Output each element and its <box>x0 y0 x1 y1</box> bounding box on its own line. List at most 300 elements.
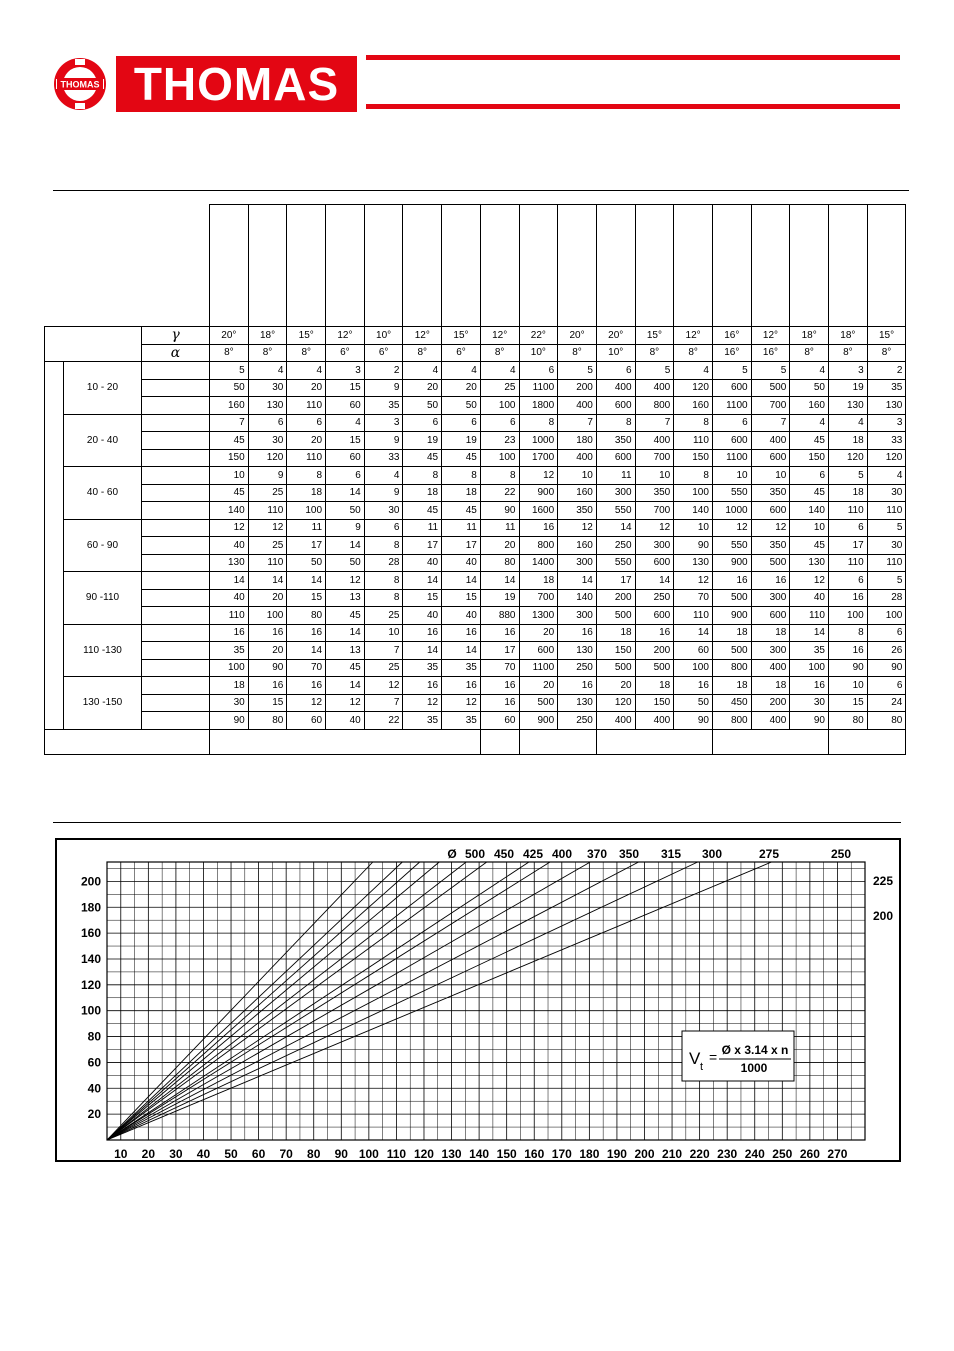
table-row <box>45 519 906 537</box>
alpha-angle: 16° <box>712 344 751 362</box>
value-cell: 700 <box>751 397 790 415</box>
value-cell: 60 <box>480 712 519 730</box>
value-cell: 400 <box>751 659 790 677</box>
value-cell: 10 <box>210 467 249 485</box>
value-cell: 250 <box>635 589 674 607</box>
value-cell: 700 <box>635 449 674 467</box>
diameter-label: 300 <box>701 847 723 861</box>
value-cell: 12 <box>751 519 790 537</box>
value-cell: 100 <box>674 659 713 677</box>
alpha-angle: 8° <box>210 344 249 362</box>
value-cell: 10 <box>790 519 829 537</box>
value-cell: 28 <box>364 554 403 572</box>
value-cell: 160 <box>674 397 713 415</box>
diameter-label: 350 <box>618 847 640 861</box>
diameter-label-right: 200 <box>873 909 894 923</box>
value-cell: 70 <box>480 659 519 677</box>
diameter-label: 275 <box>758 847 780 861</box>
x-tick-label: 260 <box>799 1147 820 1160</box>
x-tick-label: 190 <box>606 1147 627 1160</box>
value-cell: 14 <box>403 642 442 660</box>
value-cell: 45 <box>403 449 442 467</box>
value-cell: 35 <box>442 712 481 730</box>
value-cell: 7 <box>364 694 403 712</box>
value-cell: 16 <box>712 572 751 590</box>
value-cell: 6 <box>829 572 868 590</box>
diameter-label-right: 225 <box>873 874 894 888</box>
value-cell: 500 <box>596 607 635 625</box>
value-cell: 8 <box>519 414 558 432</box>
value-cell: 550 <box>596 554 635 572</box>
x-tick-label: 250 <box>772 1147 793 1160</box>
x-tick-label: 170 <box>551 1147 572 1160</box>
value-cell: 25 <box>480 379 519 397</box>
x-tick-label: 100 <box>358 1147 379 1160</box>
x-tick-label: 160 <box>524 1147 545 1160</box>
value-cell: 550 <box>596 502 635 520</box>
value-cell: 130 <box>867 397 906 415</box>
gamma-angle: 18° <box>248 327 287 345</box>
value-cell: 6 <box>712 414 751 432</box>
value-cell: 160 <box>790 397 829 415</box>
value-cell: 16 <box>829 589 868 607</box>
table-row <box>45 554 906 572</box>
value-cell: 15 <box>829 694 868 712</box>
thickness-range: 110 -130 <box>64 624 142 677</box>
table-row <box>45 589 906 607</box>
value-cell: 14 <box>480 572 519 590</box>
table-row <box>45 694 906 712</box>
table-row <box>45 362 906 380</box>
value-cell: 18 <box>751 624 790 642</box>
value-cell: 300 <box>596 484 635 502</box>
table-row <box>45 484 906 502</box>
value-cell: 16 <box>442 677 481 695</box>
value-cell: 5 <box>751 362 790 380</box>
value-cell: 130 <box>674 554 713 572</box>
value-cell: 26 <box>867 642 906 660</box>
value-cell: 350 <box>635 484 674 502</box>
value-cell: 200 <box>558 379 597 397</box>
value-cell: 110 <box>829 502 868 520</box>
value-cell: 10 <box>635 467 674 485</box>
value-cell: 8 <box>364 589 403 607</box>
value-cell: 16 <box>480 677 519 695</box>
value-cell: 110 <box>674 607 713 625</box>
value-cell: 12 <box>326 572 365 590</box>
diameter-line <box>107 862 698 1140</box>
x-tick-label: 180 <box>579 1147 600 1160</box>
value-cell: 16 <box>674 677 713 695</box>
value-cell: 160 <box>558 484 597 502</box>
value-cell: 16 <box>558 677 597 695</box>
table-row <box>45 449 906 467</box>
value-cell: 90 <box>480 502 519 520</box>
value-cell: 600 <box>712 379 751 397</box>
table-row <box>45 432 906 450</box>
gamma-angle: 10° <box>364 327 403 345</box>
value-cell: 10 <box>364 624 403 642</box>
row-label-cell <box>142 397 210 415</box>
value-cell: 4 <box>248 362 287 380</box>
value-cell: 12 <box>248 519 287 537</box>
value-cell: 50 <box>326 502 365 520</box>
value-cell: 5 <box>867 572 906 590</box>
gamma-angle: 18° <box>829 327 868 345</box>
value-cell: 140 <box>790 502 829 520</box>
alpha-angle: 16° <box>751 344 790 362</box>
value-cell: 110 <box>210 607 249 625</box>
row-label-cell <box>142 624 210 642</box>
gamma-angle: 16° <box>712 327 751 345</box>
value-cell: 400 <box>751 712 790 730</box>
value-cell: 600 <box>751 449 790 467</box>
footer-label-cell <box>45 729 210 754</box>
footer-cell <box>829 729 906 754</box>
gamma-symbol: γ <box>142 327 210 345</box>
value-cell: 8 <box>674 414 713 432</box>
header-cell <box>287 205 326 327</box>
diameter-line <box>107 862 402 1140</box>
value-cell: 30 <box>790 694 829 712</box>
thomas-gear-logo-icon <box>53 56 107 112</box>
row-label-cell <box>142 659 210 677</box>
gamma-angle: 12° <box>480 327 519 345</box>
header-cell <box>829 205 868 327</box>
y-tick-label: 160 <box>80 926 101 941</box>
value-cell: 19 <box>829 379 868 397</box>
value-cell: 2 <box>867 362 906 380</box>
value-cell: 400 <box>558 397 597 415</box>
value-cell: 200 <box>751 694 790 712</box>
x-tick-label: 140 <box>469 1147 490 1160</box>
x-tick-label: 130 <box>441 1147 462 1160</box>
diameter-line <box>107 862 373 1140</box>
value-cell: 6 <box>480 414 519 432</box>
value-cell: 40 <box>210 537 249 555</box>
value-cell: 200 <box>635 642 674 660</box>
thickness-range: 60 - 90 <box>64 519 142 572</box>
value-cell: 10 <box>751 467 790 485</box>
value-cell: 6 <box>829 519 868 537</box>
table-footer-row <box>45 729 906 754</box>
value-cell: 1000 <box>712 502 751 520</box>
gamma-angle: 20° <box>558 327 597 345</box>
table-row <box>45 502 906 520</box>
value-cell: 150 <box>635 694 674 712</box>
value-cell: 300 <box>751 589 790 607</box>
value-cell: 22 <box>480 484 519 502</box>
footer-cell <box>596 729 712 754</box>
table-row <box>45 659 906 677</box>
value-cell: 11 <box>480 519 519 537</box>
value-cell: 12 <box>790 572 829 590</box>
value-cell: 2 <box>364 362 403 380</box>
value-cell: 45 <box>790 432 829 450</box>
header-cell <box>248 205 287 327</box>
value-cell: 130 <box>248 397 287 415</box>
value-cell: 14 <box>326 537 365 555</box>
formula-denominator: 1000 <box>740 1061 768 1075</box>
thickness-range: 40 - 60 <box>64 467 142 520</box>
gamma-angle: 20° <box>210 327 249 345</box>
value-cell: 3 <box>829 362 868 380</box>
row-label-cell <box>142 379 210 397</box>
value-cell: 4 <box>287 362 326 380</box>
value-cell: 16 <box>403 677 442 695</box>
value-cell: 33 <box>364 449 403 467</box>
diameter-line <box>107 862 466 1140</box>
value-cell: 110 <box>790 607 829 625</box>
value-cell: 100 <box>210 659 249 677</box>
header-cell <box>480 205 519 327</box>
value-cell: 800 <box>519 537 558 555</box>
value-cell: 20 <box>480 537 519 555</box>
header-cell <box>712 205 751 327</box>
value-cell: 50 <box>287 554 326 572</box>
header-cell <box>867 205 906 327</box>
value-cell: 17 <box>287 537 326 555</box>
value-cell: 6 <box>364 519 403 537</box>
value-cell: 6 <box>867 624 906 642</box>
value-cell: 900 <box>519 712 558 730</box>
value-cell: 20 <box>519 624 558 642</box>
value-cell: 120 <box>829 449 868 467</box>
alpha-angle: 8° <box>403 344 442 362</box>
value-cell: 12 <box>712 519 751 537</box>
value-cell: 17 <box>480 642 519 660</box>
value-cell: 1100 <box>519 379 558 397</box>
value-cell: 40 <box>403 554 442 572</box>
value-cell: 900 <box>519 484 558 502</box>
value-cell: 500 <box>712 642 751 660</box>
x-tick-label: 40 <box>196 1147 211 1160</box>
value-cell: 5 <box>635 362 674 380</box>
value-cell: 16 <box>210 624 249 642</box>
value-cell: 100 <box>867 607 906 625</box>
value-cell: 18 <box>403 484 442 502</box>
value-cell: 900 <box>712 554 751 572</box>
value-cell: 10 <box>829 677 868 695</box>
value-cell: 7 <box>635 414 674 432</box>
value-cell: 8 <box>480 467 519 485</box>
cutting-speed-chart <box>57 840 899 1160</box>
gamma-angle: 20° <box>596 327 635 345</box>
value-cell: 250 <box>596 537 635 555</box>
value-cell: 110 <box>287 449 326 467</box>
value-cell: 35 <box>364 397 403 415</box>
value-cell: 400 <box>558 449 597 467</box>
thickness-range: 10 - 20 <box>64 362 142 415</box>
value-cell: 110 <box>829 554 868 572</box>
alpha-angle: 6° <box>442 344 481 362</box>
alpha-angle: 8° <box>558 344 597 362</box>
x-tick-label: 80 <box>307 1147 321 1160</box>
value-cell: 4 <box>403 362 442 380</box>
divider-top <box>53 190 909 191</box>
value-cell: 30 <box>867 484 906 502</box>
value-cell: 28 <box>867 589 906 607</box>
value-cell: 3 <box>867 414 906 432</box>
value-cell: 11 <box>287 519 326 537</box>
value-cell: 4 <box>790 414 829 432</box>
value-cell: 20 <box>248 642 287 660</box>
value-cell: 16 <box>790 677 829 695</box>
table-row <box>45 467 906 485</box>
value-cell: 400 <box>635 712 674 730</box>
value-cell: 110 <box>674 432 713 450</box>
alpha-angle: 8° <box>635 344 674 362</box>
y-tick-label: 180 <box>80 900 101 915</box>
value-cell: 20 <box>248 589 287 607</box>
value-cell: 60 <box>287 712 326 730</box>
value-cell: 100 <box>829 607 868 625</box>
x-tick-label: 20 <box>141 1147 156 1160</box>
value-cell: 80 <box>867 712 906 730</box>
value-cell: 700 <box>635 502 674 520</box>
y-tick-label: 120 <box>80 977 101 992</box>
value-cell: 11 <box>403 519 442 537</box>
value-cell: 15 <box>326 379 365 397</box>
value-cell: 10 <box>712 467 751 485</box>
value-cell: 12 <box>403 694 442 712</box>
value-cell: 14 <box>326 484 365 502</box>
gamma-angle: 15° <box>867 327 906 345</box>
alpha-angle: 10° <box>596 344 635 362</box>
value-cell: 60 <box>674 642 713 660</box>
value-cell: 400 <box>751 432 790 450</box>
value-cell: 70 <box>287 659 326 677</box>
value-cell: 16 <box>248 677 287 695</box>
value-cell: 9 <box>364 484 403 502</box>
value-cell: 500 <box>596 659 635 677</box>
value-cell: 130 <box>829 397 868 415</box>
diameter-label: 450 <box>493 847 515 861</box>
value-cell: 90 <box>790 712 829 730</box>
value-cell: 14 <box>210 572 249 590</box>
value-cell: 450 <box>712 694 751 712</box>
value-cell: 1400 <box>519 554 558 572</box>
value-cell: 400 <box>635 379 674 397</box>
value-cell: 22 <box>364 712 403 730</box>
value-cell: 8 <box>829 624 868 642</box>
value-cell: 14 <box>287 572 326 590</box>
value-cell: 120 <box>248 449 287 467</box>
value-cell: 250 <box>558 712 597 730</box>
gamma-angle: 15° <box>287 327 326 345</box>
value-cell: 6 <box>519 362 558 380</box>
value-cell: 16 <box>558 624 597 642</box>
y-tick-label: 40 <box>87 1081 101 1096</box>
value-cell: 1100 <box>712 449 751 467</box>
diameter-label: 500 <box>464 847 486 861</box>
value-cell: 880 <box>480 607 519 625</box>
value-cell: 110 <box>867 554 906 572</box>
value-cell: 180 <box>558 432 597 450</box>
row-label-cell <box>142 607 210 625</box>
value-cell: 20 <box>403 379 442 397</box>
value-cell: 16 <box>442 624 481 642</box>
value-cell: 20 <box>287 379 326 397</box>
value-cell: 8 <box>442 467 481 485</box>
header-cell <box>519 205 558 327</box>
value-cell: 900 <box>712 607 751 625</box>
value-cell: 8 <box>364 572 403 590</box>
value-cell: 400 <box>596 712 635 730</box>
value-cell: 70 <box>674 589 713 607</box>
alpha-angle: 10° <box>519 344 558 362</box>
value-cell: 110 <box>867 502 906 520</box>
table-row <box>45 414 906 432</box>
value-cell: 14 <box>635 572 674 590</box>
gamma-angle: 12° <box>751 327 790 345</box>
value-cell: 6 <box>442 414 481 432</box>
value-cell: 550 <box>712 537 751 555</box>
gamma-row <box>45 327 906 345</box>
table-row <box>45 712 906 730</box>
header-cell <box>326 205 365 327</box>
value-cell: 50 <box>790 379 829 397</box>
logo-badge-text: THOMAS <box>60 79 100 90</box>
row-label-cell <box>142 519 210 537</box>
value-cell: 150 <box>674 449 713 467</box>
value-cell: 18 <box>596 624 635 642</box>
alpha-angle: 6° <box>364 344 403 362</box>
value-cell: 6 <box>596 362 635 380</box>
value-cell: 6 <box>326 467 365 485</box>
value-cell: 50 <box>674 694 713 712</box>
value-cell: 45 <box>442 502 481 520</box>
value-cell: 4 <box>829 414 868 432</box>
value-cell: 30 <box>248 379 287 397</box>
value-cell: 18 <box>519 572 558 590</box>
gamma-angle: 15° <box>442 327 481 345</box>
value-cell: 40 <box>442 607 481 625</box>
gamma-angle: 12° <box>403 327 442 345</box>
x-tick-label: 210 <box>662 1147 683 1160</box>
diameter-label: 400 <box>551 847 573 861</box>
row-label-cell <box>142 589 210 607</box>
value-cell: 90 <box>829 659 868 677</box>
value-cell: 16 <box>480 624 519 642</box>
value-cell: 160 <box>210 397 249 415</box>
alpha-symbol: α <box>142 344 210 362</box>
footer-cell <box>712 729 828 754</box>
value-cell: 9 <box>326 519 365 537</box>
value-cell: 60 <box>326 397 365 415</box>
value-cell: 16 <box>403 624 442 642</box>
row-label-cell <box>142 712 210 730</box>
plot-border <box>107 862 865 1140</box>
table-row <box>45 607 906 625</box>
speed-chart-frame <box>55 838 901 1162</box>
value-cell: 14 <box>442 642 481 660</box>
table-row <box>45 379 906 397</box>
table-row <box>45 572 906 590</box>
alpha-angle: 8° <box>867 344 906 362</box>
value-cell: 12 <box>635 519 674 537</box>
x-tick-label: 10 <box>114 1147 128 1160</box>
value-cell: 40 <box>403 607 442 625</box>
alpha-angle: 8° <box>480 344 519 362</box>
value-cell: 90 <box>867 659 906 677</box>
value-cell: 30 <box>248 432 287 450</box>
table-row <box>45 397 906 415</box>
gamma-angle: 22° <box>519 327 558 345</box>
header-cell <box>558 205 597 327</box>
value-cell: 150 <box>210 449 249 467</box>
value-cell: 50 <box>442 397 481 415</box>
